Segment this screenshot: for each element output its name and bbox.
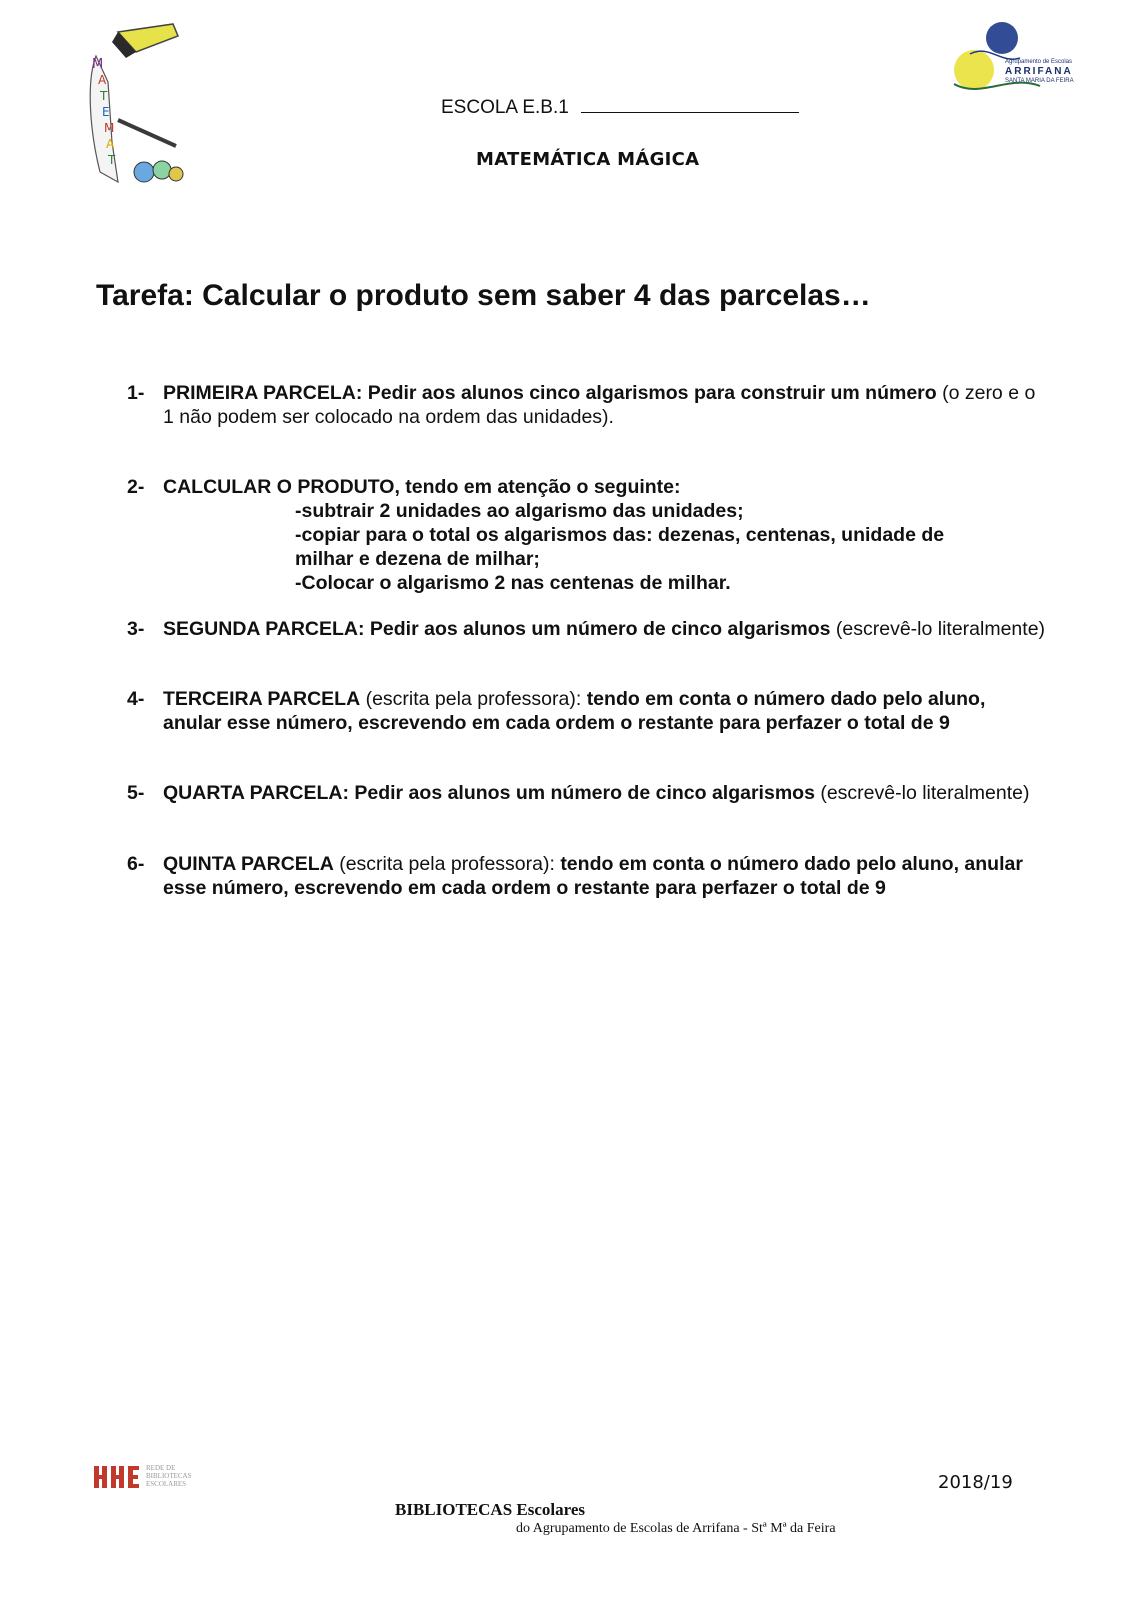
logo-letter: A <box>106 137 115 151</box>
item-text: (escrita pela professora): <box>333 853 561 875</box>
item-number: 6- <box>127 853 145 875</box>
item-number: 4- <box>127 688 145 710</box>
item-text: (o zero e o 1 não podem ser colocado na ordem das unidades). <box>163 382 1036 428</box>
item-bold-text-2: tendo em conta o número dado pelo aluno, anular esse número, escrevendo em cada ordem o restante para perfazer o total de 9 <box>163 853 1023 899</box>
task-title: Tarefa: Calcular o produto sem saber 4 das parcelas… <box>96 279 871 312</box>
item-number: 1- <box>127 382 145 404</box>
list-item <box>127 687 1047 735</box>
logo-letter: M <box>92 57 104 72</box>
item-text: (escrita pela professora): <box>360 688 587 710</box>
school-year: 2018/19 <box>938 1472 1013 1493</box>
footer-subtitle: do Agrupamento de Escolas de Arrifana - Stª Mª da Feira <box>516 1521 836 1536</box>
list-item <box>127 381 1047 429</box>
rbe-logo <box>94 1462 204 1492</box>
logo-letter: T <box>100 89 108 103</box>
logo-letter: T <box>108 153 116 167</box>
item-bold-text-2: tendo em conta o número dado pelo aluno, anular esse número, escrevendo em cada ordem o restante para perfazer o total de 9 <box>163 688 986 734</box>
item-bold-text: PRIMEIRA PARCELA: Pedir aos alunos cinco algarismos para construir um número <box>163 382 937 404</box>
item-bold-text: QUINTA PARCELA <box>163 853 334 875</box>
item-bold-text: QUARTA PARCELA: Pedir aos alunos um número de cinco algarismos <box>163 782 815 804</box>
item-number: 3- <box>127 618 145 640</box>
footer-title: BIBLIOTECAS Escolares <box>395 1500 586 1519</box>
item-bold-text: TERCEIRA PARCELA <box>163 688 361 710</box>
sub-step: -subtrair 2 unidades ao algarismo das unidades; <box>295 500 744 522</box>
logo-letter: E <box>102 105 110 119</box>
item-text: , tendo em atenção o seguinte: <box>394 476 681 498</box>
rbe-logo-text: REDE DE BIBLIOTECAS ESCOLARES <box>146 1464 192 1488</box>
list-item <box>127 852 1047 900</box>
arrifana-logo-text <box>1005 58 1085 85</box>
logo-arrifana-name: ARRIFANA <box>1005 66 1073 77</box>
logo-letter: M <box>104 121 115 135</box>
sub-step: -Colocar o algarismo 2 nas centenas de milhar. <box>295 572 731 594</box>
list-item <box>127 617 1047 641</box>
page-subtitle: MATEMÁTICA MÁGICA <box>476 149 700 170</box>
matematica-magica-logo <box>78 22 188 192</box>
school-name-blank <box>581 94 799 113</box>
item-bold-text: SEGUNDA PARCELA: Pedir aos alunos um número de cinco algarismos <box>163 618 831 640</box>
school-label: ESCOLA E.B.1 <box>441 97 569 118</box>
item-number: 2- <box>127 476 145 498</box>
logo-place-label: SANTA MARIA DA FEIRA <box>1005 78 1074 84</box>
list-item <box>127 781 1047 805</box>
logo-agrupamento-label: Agrupamento de Escolas <box>1005 59 1073 65</box>
item-number: 5- <box>127 782 145 804</box>
item-bold-text: CALCULAR O PRODUTO <box>163 476 395 498</box>
sub-step: -copiar para o total os algarismos das: dezenas, centenas, unidade de milhar e dezena de milhar; <box>295 524 945 570</box>
item-text: (escrevê-lo literalmente) <box>830 618 1046 640</box>
logo-letter: A <box>98 73 107 87</box>
list-item <box>127 475 1047 595</box>
item-text: (escrevê-lo literalmente) <box>814 782 1030 804</box>
school-line <box>441 94 799 119</box>
